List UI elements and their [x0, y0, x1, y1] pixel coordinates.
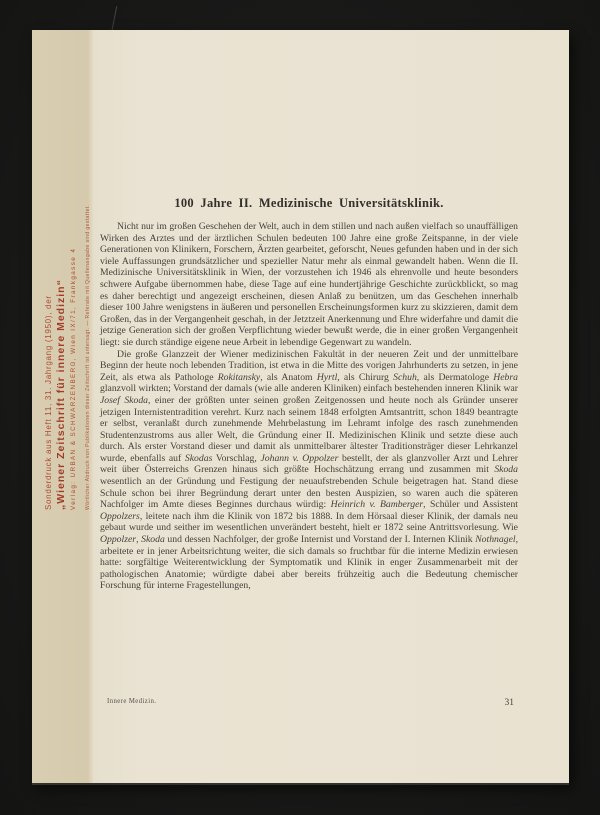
stamp-line-copyright-notice: Wörtlicher Abdruck von Publikationen dieser Zeitschrift ist untersagt. — Referate mit Quellenangabe sind gestattet.: [85, 204, 91, 510]
article-body: [100, 221, 518, 592]
stamp-line-journal-name: „Wiener Zeitschrift für innere Medizin“: [55, 279, 67, 510]
paragraph: Die große Glanzzeit der Wiener medizinischen Fakultät in der neueren Zeit und der unmittelbare Beginn der heute noch lebenden Tradition, ist etwa in die Mitte des vorigen Jahrhunderts zu setzen, in jene Zeit, als etwa als Pathologe Rokitansky, als Anatom Hyrtl, als Chirurg Schuh, als Dermatologe Hebra glanzvoll wirkten; Vorstand der damals (wie alle anderen Kliniken) einfach bestehenden inneren Klinik war Josef Skoda, einer der größten unter seinen großen Zeitgenossen und heute noch als Gründer unserer jetzigen Internistentradition verehrt. Kurz nach seinem 1848 erfolgten Amtsantritt, schon 1849 beantragte er selbst, veranlaßt durch zunehmende Mehrbelastung im Lehramt infolge des rasch zunehmenden Studentenzustroms aus aller Welt, die Gründung einer II. Medizinischen Klinik und setzte diese auch durch. Als erster Vorstand dieser und damit als unmittelbarer ältester Traditionsträger dieser Lehrkanzel wurde, ebenfalls auf Skodas Vorschlag, Johann v. Oppolzer bestellt, der als glanzvoller Arzt und Lehrer weit über Österreichs Grenzen hinaus sich größte Hochschätzung errang und zusammen mit Skoda wesentlich an der Gründung und Festigung der neuaufstrebenden Schule beigetragen hat. Stand diese Schule schon bei ihrer Begründung derart unter den besten Auspizien, so waren auch die späteren Nachfolger im Amte dieses Beginnes durchaus würdig: Heinrich v. Bamberger, Schüler und Assistent Oppolzers, leitete nach ihm die Klinik von 1872 bis 1888. In dem Hörsaal dieser Klinik, der damals neu gebaut wurde und seither im wesentlichen unverändert besteht, hielt er 1872 seine Antrittsvorlesung. Wie Oppolzer, Skoda und dessen Nachfolger, der große Internist und Vorstand der I. Internen Klinik Nothnagel, arbeitete er in jener Arbeitsrichtung weiter, die sich damals so fruchtbar für die interne Medizin erwiesen hatte: sorgfältige Weiterentwicklung der Symptomatik und Klinik in enger Zusammenarbeit mit der pathologischen Anatomie; würdigte dabei aber bereits frühzeitig auch die Bedeutung chemischer Forschung für interne Fragestellungen,: [100, 348, 519, 592]
stamp-line-publisher: Verlag: URBAN & SCHWARZENBERG, Wien IX/71, Frankgasse 4: [70, 247, 77, 510]
stamp-line-sonderdruck: Sonderdruck aus Heft 11, 31. Jahrgang (1950), der: [44, 295, 53, 510]
signature-mark: Innere Medizin.: [107, 698, 157, 705]
page-number: 31: [504, 698, 514, 708]
page-footer: [100, 698, 518, 708]
document-page: [32, 30, 569, 783]
paragraph: Nicht nur im großen Geschehen der Welt, auch in dem stillen und nach außen vielfach so unauffälligen Wirken des Arztes und der ärztlichen Schulen bedeuten 100 Jahre eine große Zeitspanne, in der viele Generationen von Klinikern, Forschern, Ärzten gearbeitet, geforscht, Neues gefunden haben und in der sich viele Auffassungen grundsätzlicher und spezieller Natur mehr als einmal gewandelt haben. Wenn die II. Medizinische Universitätsklinik in Wien, der vorzustehen ich 1946 als ehrenvolle und heute besonders schwere Aufgabe übernommen habe, diese Tage auf eine hundertjährige Geschichte zurückblickt, so mag es daher berechtigt und angezeigt erscheinen, diesen Anlaß zu benützen, um das Geschehen innerhalb dieser 100 Jahre wenigstens in äußeren und personellen Erscheinungsformen kurz zu skizzieren, damit dem Großen, das in der Vergangenheit geschah, in der Jetztzeit Anerkennung und Ehre widerfahre und damit die jetzige Generation sich der großen Verpflichtung wieder bewußt werde, die in einer großen Vergangenheit liegt: sie durch ständige eigene neue Arbeit in lebendige Gegenwart zu wandeln.: [100, 221, 518, 348]
reprint-stamp: [44, 204, 98, 510]
article-title: 100 Jahre II. Medizinische Universitätsklinik.: [174, 196, 444, 210]
